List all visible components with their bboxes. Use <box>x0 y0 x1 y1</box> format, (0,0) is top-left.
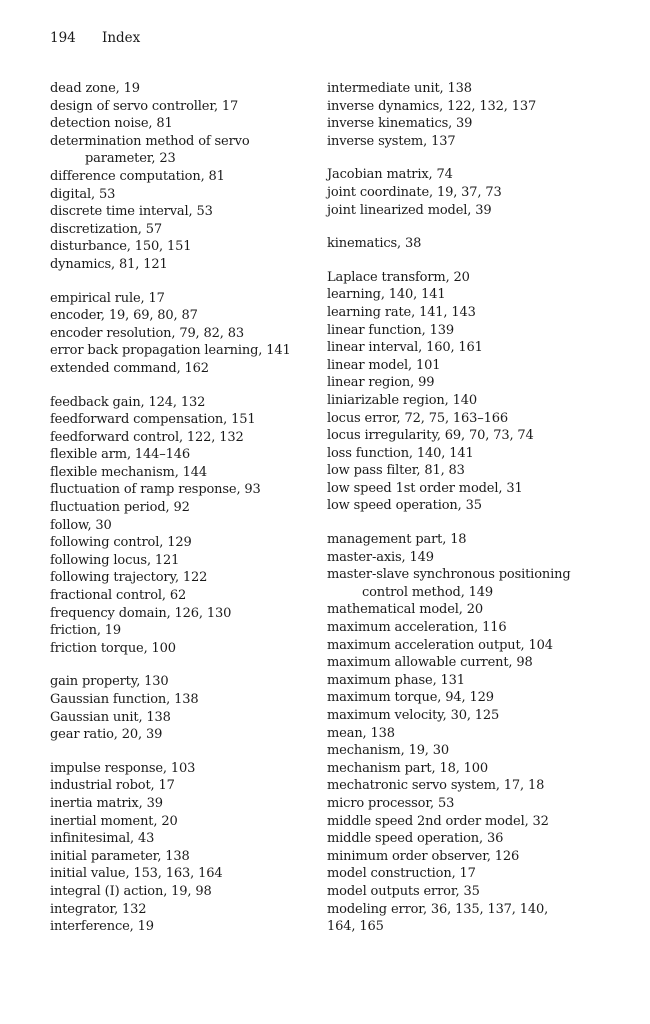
index-entry <box>50 517 305 535</box>
index-entry-text: middle speed operation, 36 <box>327 831 504 847</box>
index-entry-text: learning, 140, 141 <box>327 287 446 303</box>
index-letter-group <box>327 80 602 150</box>
index-entry <box>327 566 602 601</box>
index-letter-group <box>50 673 305 743</box>
index-entry <box>327 427 602 445</box>
index-entry <box>50 481 305 499</box>
page-number: 194 <box>50 30 76 46</box>
index-entry-text: mechatronic servo system, 17, 18 <box>327 778 545 794</box>
index-entry <box>50 605 305 623</box>
index-entry <box>327 374 602 392</box>
index-entry <box>50 307 305 325</box>
index-entry-text: joint coordinate, 19, 37, 73 <box>327 184 502 200</box>
index-entry <box>327 357 602 375</box>
index-entry-text: intermediate unit, 138 <box>327 81 472 96</box>
index-entry <box>327 601 602 619</box>
index-entry-text: discrete time interval, 53 <box>50 204 213 220</box>
index-entry <box>50 552 305 570</box>
index-entry-text: low pass filter, 81, 83 <box>327 463 465 479</box>
index-entry <box>327 549 602 567</box>
index-entry <box>50 133 305 168</box>
index-entry-text: empirical rule, 17 <box>50 290 165 306</box>
running-title: Index <box>102 30 141 46</box>
index-entry-text: design of servo controller, 17 <box>50 98 239 114</box>
index-entry <box>327 304 602 322</box>
index-entry <box>50 221 305 239</box>
index-entry-text: management part, 18 <box>327 532 467 548</box>
index-entry <box>327 410 602 428</box>
index-entry-text: flexible mechanism, 144 <box>50 464 208 480</box>
index-entry <box>50 342 305 360</box>
index-entry <box>327 497 602 515</box>
index-entry <box>50 360 305 378</box>
index-entry <box>327 339 602 357</box>
index-entry <box>327 462 602 480</box>
index-entry-text: linear region, 99 <box>327 375 435 391</box>
index-entry-text: kinematics, 38 <box>327 236 422 252</box>
index-entry-text: fluctuation period, 92 <box>50 500 190 516</box>
index-entry-text: locus error, 72, 75, 163–166 <box>327 410 508 426</box>
index-entry <box>50 429 305 447</box>
index-entry-text: inertial moment, 20 <box>50 813 178 829</box>
index-entry-text: model construction, 17 <box>327 866 476 882</box>
index-entry-text: inverse kinematics, 39 <box>327 116 473 132</box>
index-entry-text: digital, 53 <box>50 186 116 202</box>
index-entry <box>327 445 602 463</box>
index-entry <box>50 499 305 517</box>
index-letter-group <box>50 80 305 274</box>
index-entry <box>50 238 305 256</box>
index-entry <box>327 742 602 760</box>
index-entry-text: linear model, 101 <box>327 357 441 373</box>
index-entry-text: difference computation, 81 <box>50 168 225 184</box>
index-entry <box>327 672 602 690</box>
index-entry <box>50 446 305 464</box>
index-entry-text: joint linearized model, 39 <box>327 202 492 218</box>
index-entry <box>327 531 602 549</box>
index-entry <box>50 587 305 605</box>
index-entry-text: fractional control, 62 <box>50 588 187 604</box>
index-entry <box>327 98 602 116</box>
index-entry-continuation: parameter, 23 <box>85 151 176 167</box>
index-column-right <box>327 80 602 952</box>
page-header <box>50 29 140 47</box>
index-entry-text: modeling error, 36, 135, 137, 140, <box>327 901 549 917</box>
index-entry <box>327 883 602 901</box>
index-entry <box>327 654 602 672</box>
index-entry-text: loss function, 140, 141 <box>327 445 474 461</box>
index-entry <box>327 760 602 778</box>
index-letter-group <box>327 235 602 253</box>
index-entry-text: encoder, 19, 69, 80, 87 <box>50 308 198 324</box>
index-entry-text: friction, 19 <box>50 623 122 639</box>
index-entry-text: follow, 30 <box>50 517 112 533</box>
index-entry <box>50 256 305 274</box>
index-entry <box>50 464 305 482</box>
index-entry-text: friction torque, 100 <box>50 640 176 656</box>
index-entry <box>50 411 305 429</box>
index-entry <box>50 115 305 133</box>
index-entry <box>50 325 305 343</box>
index-entry-text: maximum acceleration, 116 <box>327 620 507 636</box>
index-entry <box>327 725 602 743</box>
index-entry-text: master-slave synchronous positioning <box>327 567 571 583</box>
index-entry <box>50 98 305 116</box>
index-letter-group <box>327 269 602 515</box>
index-entry-text: Laplace transform, 20 <box>327 269 470 285</box>
index-entry-text: integral (I) action, 19, 98 <box>50 883 212 899</box>
index-entry-text: low speed operation, 35 <box>327 498 482 514</box>
index-letter-group <box>50 760 305 936</box>
index-entry-text: model outputs error, 35 <box>327 883 480 899</box>
index-entry <box>327 707 602 725</box>
index-entry <box>327 202 602 220</box>
index-entry-text: maximum phase, 131 <box>327 672 465 688</box>
index-entry <box>327 689 602 707</box>
index-entry <box>50 918 305 936</box>
index-entry <box>327 322 602 340</box>
index-entry-text: following trajectory, 122 <box>50 570 208 586</box>
index-entry <box>327 133 602 151</box>
index-entry-text: low speed 1st order model, 31 <box>327 480 523 496</box>
index-entry-text: maximum velocity, 30, 125 <box>327 708 500 723</box>
index-entry-text: linear interval, 160, 161 <box>327 340 483 356</box>
index-entry-text: feedforward compensation, 151 <box>50 412 256 428</box>
index-entry <box>50 777 305 795</box>
index-entry-text: mean, 138 <box>327 725 395 741</box>
index-entry-text: gain property, 130 <box>50 674 169 690</box>
index-entry <box>50 640 305 658</box>
index-entry-text: micro processor, 53 <box>327 795 455 811</box>
index-entry-text: linear function, 139 <box>327 322 454 338</box>
index-entry-text: infinitesimal, 43 <box>50 831 155 847</box>
index-entry <box>50 726 305 744</box>
index-entry-text: Gaussian unit, 138 <box>50 709 171 725</box>
index-entry-text: inverse system, 137 <box>327 133 456 149</box>
index-entry <box>50 760 305 778</box>
index-entry-text: liniarizable region, 140 <box>327 392 477 408</box>
index-entry <box>327 286 602 304</box>
index-entry-text: discretization, 57 <box>50 221 163 237</box>
index-entry <box>50 673 305 691</box>
index-entry-text: frequency domain, 126, 130 <box>50 605 232 621</box>
index-entry-text: master-axis, 149 <box>327 549 434 565</box>
index-entry-text: dynamics, 81, 121 <box>50 256 168 272</box>
index-entry <box>50 80 305 98</box>
index-entry-text: maximum torque, 94, 129 <box>327 690 494 706</box>
index-entry <box>327 813 602 831</box>
index-entry-text: following locus, 121 <box>50 552 180 568</box>
index-entry <box>327 901 602 936</box>
index-entry <box>327 392 602 410</box>
index-entry <box>327 795 602 813</box>
index-entry-text: integrator, 132 <box>50 901 147 917</box>
index-entry <box>50 569 305 587</box>
index-entry-text: minimum order observer, 126 <box>327 848 520 864</box>
index-entry-text: encoder resolution, 79, 82, 83 <box>50 325 244 341</box>
index-column-left <box>50 80 305 952</box>
index-entry-text: determination method of servo <box>50 133 250 149</box>
index-entry-text: feedforward control, 122, 132 <box>50 429 244 445</box>
index-entry <box>50 691 305 709</box>
index-entry-text: error back propagation learning, 141 <box>50 343 291 359</box>
index-entry <box>50 848 305 866</box>
index-entry-text: learning rate, 141, 143 <box>327 304 476 320</box>
index-entry-text: mathematical model, 20 <box>327 602 483 618</box>
index-entry-text: inertia matrix, 39 <box>50 795 163 811</box>
index-entry <box>327 80 602 98</box>
index-entry <box>327 637 602 655</box>
index-entry-text: disturbance, 150, 151 <box>50 239 192 255</box>
index-entry-text: feedback gain, 124, 132 <box>50 394 206 410</box>
index-entry-text: middle speed 2nd order model, 32 <box>327 813 549 829</box>
index-entry-text: inverse dynamics, 122, 132, 137 <box>327 98 537 114</box>
index-entry-text: impulse response, 103 <box>50 760 196 776</box>
index-entry-text: industrial robot, 17 <box>50 778 175 794</box>
index-entry-text: interference, 19 <box>50 919 154 935</box>
index-entry <box>327 269 602 287</box>
index-entry-text: mechanism part, 18, 100 <box>327 760 489 776</box>
index-entry <box>50 534 305 552</box>
index-entry <box>50 622 305 640</box>
index-letter-group <box>50 290 305 378</box>
index-entry <box>50 203 305 221</box>
index-entry <box>50 795 305 813</box>
index-entry <box>327 115 602 133</box>
index-entry <box>327 848 602 866</box>
index-entry-text: maximum allowable current, 98 <box>327 655 533 671</box>
index-entry <box>327 166 602 184</box>
index-entry-text: extended command, 162 <box>50 360 209 376</box>
index-entry-text: initial parameter, 138 <box>50 848 190 864</box>
index-entry <box>50 813 305 831</box>
index-entry <box>50 394 305 412</box>
index-entry-text: initial value, 153, 163, 164 <box>50 866 223 882</box>
index-entry <box>50 186 305 204</box>
index-entry <box>327 830 602 848</box>
index-entry <box>50 168 305 186</box>
index-entry-text: detection noise, 81 <box>50 116 173 132</box>
index-entry-text: maximum acceleration output, 104 <box>327 637 553 653</box>
index-entry <box>327 619 602 637</box>
index-letter-group <box>50 394 305 658</box>
index-entry-text: Gaussian function, 138 <box>50 692 199 707</box>
index-entry-text: locus irregularity, 69, 70, 73, 74 <box>327 428 534 444</box>
index-entry-text: Jacobian matrix, 74 <box>327 167 453 183</box>
index-entry-text: flexible arm, 144–146 <box>50 447 190 463</box>
index-entry <box>50 290 305 308</box>
index-entry-text: gear ratio, 20, 39 <box>50 727 163 743</box>
index-entry <box>50 883 305 901</box>
index-entry <box>327 865 602 883</box>
index-entry-wrap: 164, 165 <box>327 919 384 935</box>
index-entry <box>50 709 305 727</box>
index-entry <box>327 777 602 795</box>
index-entry <box>50 830 305 848</box>
index-entry-text: fluctuation of ramp response, 93 <box>50 482 261 498</box>
index-letter-group <box>327 166 602 219</box>
index-letter-group <box>327 531 602 936</box>
index-entry <box>327 480 602 498</box>
index-entry-continuation: control method, 149 <box>362 584 494 600</box>
index-entry <box>327 235 602 253</box>
index-entry-text: following control, 129 <box>50 535 192 551</box>
index-entry-text: dead zone, 19 <box>50 81 140 96</box>
index-entry <box>50 865 305 883</box>
index-entry <box>327 184 602 202</box>
index-entry-text: mechanism, 19, 30 <box>327 743 450 759</box>
index-entry <box>50 901 305 919</box>
